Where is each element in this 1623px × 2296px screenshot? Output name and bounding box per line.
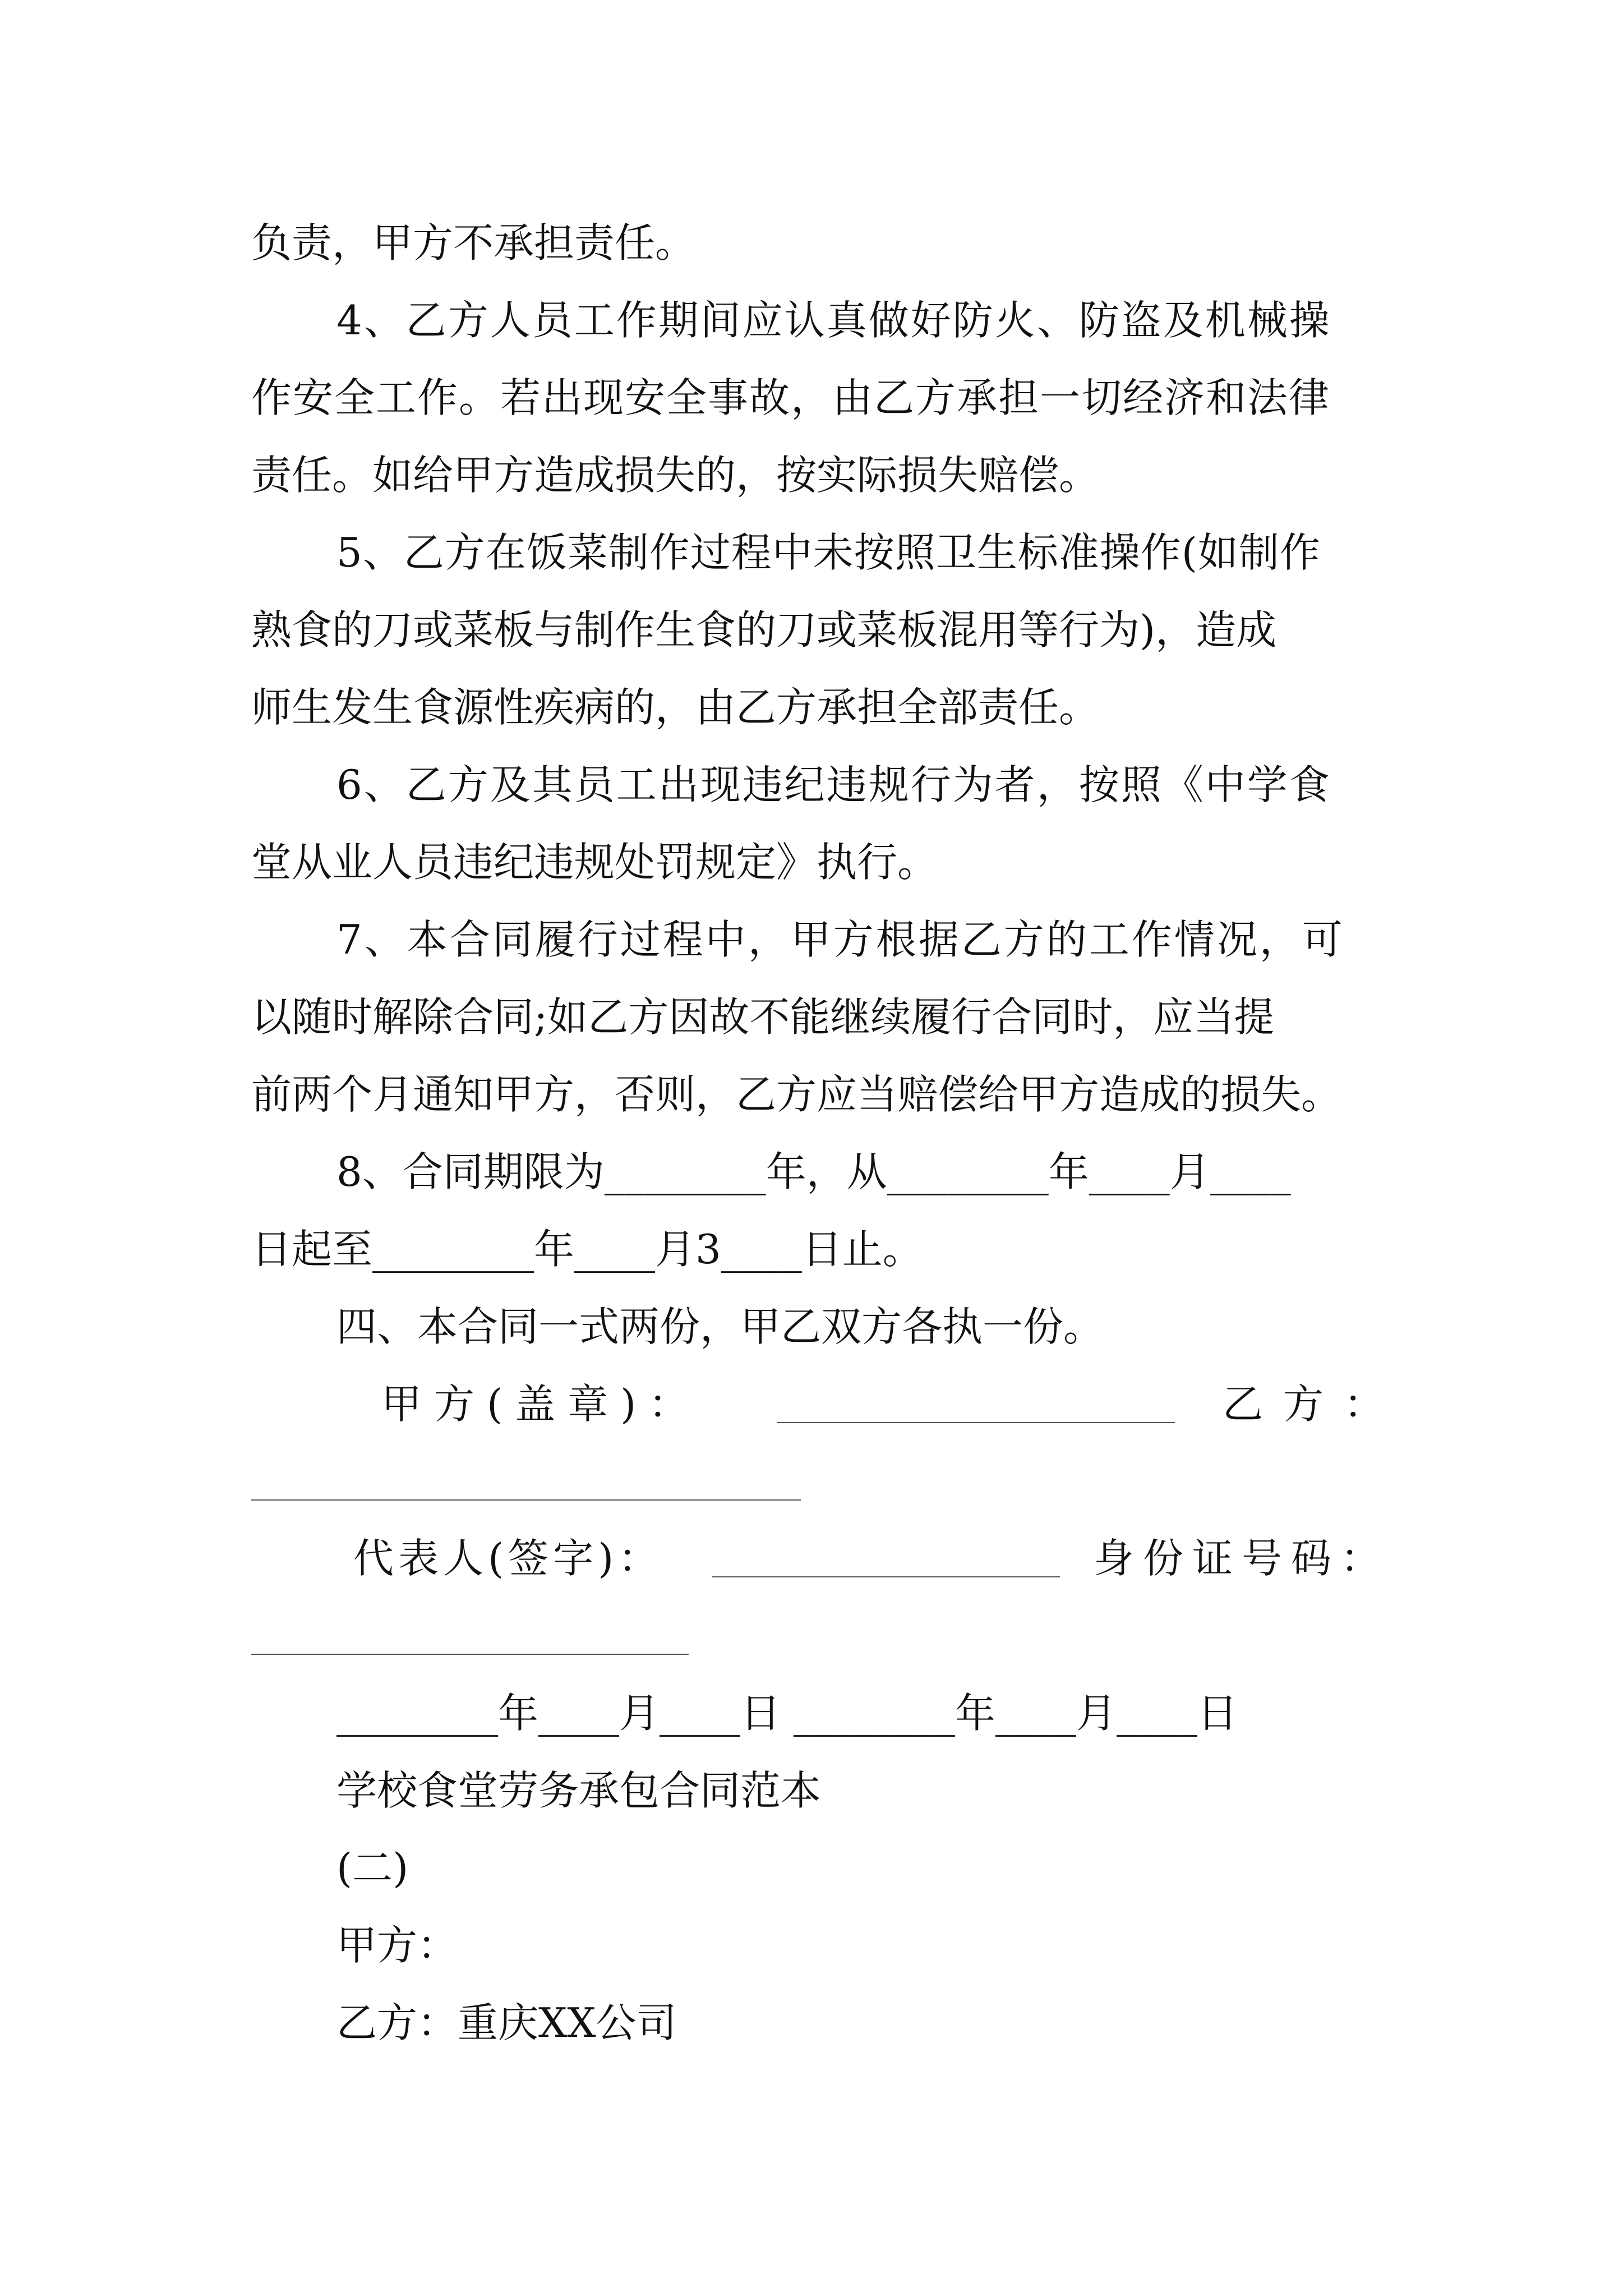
signing-dates: ________年____月____日 ________年____月____日	[336, 1690, 1238, 1737]
party-b-label: 乙方：	[1223, 1381, 1405, 1428]
party-b-line: 乙方：重庆XX公司	[336, 1999, 677, 2046]
clause-5-line-2: 熟食的刀或菜板与制作生食的刀或菜板混用等行为)，造成	[251, 606, 1277, 654]
clause-8-line-1: 8、合同期限为________年，从________年____月____	[336, 1148, 1291, 1195]
contract-title: 学校食堂劳务承包合同范本	[336, 1767, 822, 1814]
party-a-line: 甲方：	[336, 1922, 458, 1969]
clause-7-line-3: 前两个月通知甲方，否则，乙方应当赔偿给甲方造成的损失。	[251, 1071, 1342, 1118]
clause-4-line-1: 4、乙方人员工作期间应认真做好防火、防盗及机械操	[336, 297, 1331, 344]
clause-5-line-1: 5、乙方在饭菜制作过程中未按照卫生标准操作(如制作	[336, 529, 1321, 576]
clause-6-line-1: 6、乙方及其员工出现违纪违规行为者，按照《中学食	[336, 761, 1331, 808]
clause-5-line-3: 师生发生食源性疾病的，由乙方承担全部责任。	[251, 684, 1100, 731]
party-a-signature-line	[777, 1422, 1175, 1423]
party-b-signature-line	[251, 1499, 801, 1501]
clause-8-line-2: 日起至________年____月3____日止。	[251, 1226, 923, 1273]
copies-clause: 四、本合同一式两份，甲乙双方各执一份。	[336, 1303, 1104, 1350]
clause-6-line-2: 堂从业人员违纪违规处罚规定》执行。	[251, 839, 938, 886]
part-number: (二)	[336, 1844, 409, 1892]
id-number-label: 身份证号码：	[1094, 1535, 1390, 1582]
representative-signature-line	[712, 1576, 1060, 1577]
clause-4-line-2: 作安全工作。若出现安全事故，由乙方承担一切经济和法律	[251, 374, 1331, 421]
clause-4-line-3: 责任。如给甲方造成损失的，按实际损失赔偿。	[251, 452, 1100, 499]
clause-7-line-1: 7、本合同履行过程中，甲方根据乙方的工作情况，可	[336, 916, 1345, 963]
id-number-line	[251, 1654, 689, 1655]
representative-label: 代表人(签字)：	[353, 1535, 663, 1582]
party-a-stamp-label: 甲方(盖章)：	[381, 1381, 702, 1428]
clause-7-line-2: 以随时解除合同;如乙方因故不能继续履行合同时，应当提	[251, 993, 1275, 1041]
body-line-1: 负责，甲方不承担责任。	[251, 219, 696, 266]
